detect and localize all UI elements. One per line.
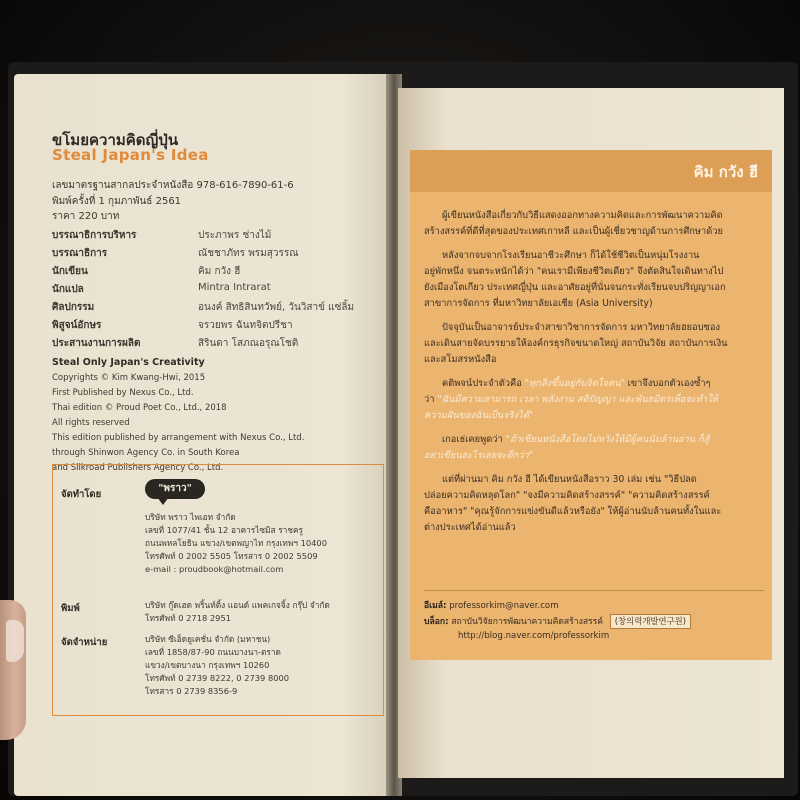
rights-block xyxy=(52,354,357,476)
publisher-line: ถนนพหลโยธิน แขวง/เขตพญาไท กรุงเทพฯ 10400 xyxy=(145,538,327,548)
produced-by-label: จัดทำโดย xyxy=(61,489,102,500)
motto-quote: "ฉันมีความสามารถ เวลา พลังงาน สติปัญญา และพันธมิตรเพื่อจะทำให้ xyxy=(437,394,718,405)
credit-row xyxy=(52,318,382,336)
motto-quote: ความฝันของฉันเป็นจริงได้" xyxy=(424,410,534,421)
thumb-nail xyxy=(6,620,24,662)
printer-label: พิมพ์ xyxy=(61,603,80,614)
praw-logo-tail xyxy=(157,497,169,505)
printer-line: บริษัท กู๊ดเฮด พริ้นท์ติ้ง แอนด์ แพคเกจจิ้ง กรุ๊ป จำกัด xyxy=(145,600,330,610)
credit-role: บรรณาธิการ xyxy=(52,248,108,259)
credit-name: คิม กวัง ฮี xyxy=(198,266,241,277)
distributor-line: โทรสาร 0 2739 8356-9 xyxy=(145,686,238,696)
rights-line: First Published by Nexus Co., Ltd. xyxy=(52,388,194,398)
blog-label: บล็อก: xyxy=(424,617,449,627)
credit-name: ณัชชาภัทร พรมสุวรรณ xyxy=(198,248,299,259)
credit-name: ประภาพร ช่างไม้ xyxy=(198,230,272,241)
rights-line: All rights reserved xyxy=(52,418,130,428)
bio-text: ว่า xyxy=(424,394,435,405)
credits-list xyxy=(52,228,382,354)
distributor-lines xyxy=(145,633,381,698)
author-name: คิม กวัง ฮี xyxy=(693,163,758,181)
book-title-english: Steal Japan's Idea xyxy=(52,146,209,164)
distributor-line: โทรศัพท์ 0 2739 8222, 0 2739 8000 xyxy=(145,673,290,683)
praw-logo: "พราว" xyxy=(145,479,205,499)
contact-email-line xyxy=(424,599,764,614)
credit-row xyxy=(52,336,382,354)
bio-line xyxy=(424,392,764,408)
bio-text: เกอเธ่เคยพูดว่า xyxy=(442,434,503,445)
publisher-line: บริษัท พราว ไพเอท จำกัด xyxy=(145,512,236,522)
publisher-box xyxy=(52,464,384,716)
rights-line: This edition published by arrangement with Nexus Co., Ltd. xyxy=(52,433,305,443)
bio-paragraph xyxy=(424,248,764,312)
credit-name: อนงค์ สิทธิสินทวัพย์, วันวิสาข์ แซ่ลิ้ม xyxy=(198,302,355,313)
edition-line: พิมพ์ครั้งที่ 1 กุมภาพันธ์ 2561 xyxy=(52,196,182,207)
author-header-band xyxy=(410,150,772,192)
bio-line: คืออาหาร" "คุณรู้จักการแข่งขันดีแล้วหรือยัง" ให้ผู้อ่านนับล้านคนทั้งในและ xyxy=(424,506,722,517)
bio-line: หลังจากจบจากโรงเรียนอาชีวะศึกษา ก็ได้ใช้ชีวิตเป็นหนุ่มโรงงาน xyxy=(442,250,700,261)
rights-line: Copyrights © Kim Kwang-Hwi, 2015 xyxy=(52,373,206,383)
bio-line: ต่างประเทศได้อ่านแล้ว xyxy=(424,522,516,533)
bio-line xyxy=(424,376,764,392)
bio-line xyxy=(424,408,764,424)
bio-line: สาขาการจัดการ ที่มหาวิทยาลัยเอเชีย (Asia University) xyxy=(424,298,653,309)
credit-role: นักแปล xyxy=(52,284,84,295)
goethe-quote: อย่าเขียนอะไรเลยจะดีกว่า" xyxy=(424,450,533,461)
produced-by-lines xyxy=(145,511,381,576)
credit-role: บรรณาธิการบริหาร xyxy=(52,230,137,241)
bio-paragraph xyxy=(424,320,764,368)
bio-line: ผู้เขียนหนังสือเกี่ยวกับวิธีแสดงออกทางความคิดและการพัฒนาความคิด xyxy=(442,210,723,221)
bio-line: และเดินสายจัดบรรยายให้องค์กรธุรกิจขนาดใหญ่ สถาบันวิจัย สถาบันการเงิน xyxy=(424,338,728,349)
author-bio xyxy=(424,208,764,544)
printer-lines xyxy=(145,599,381,625)
bio-line: แต่ที่ผ่านมา คิม กวัง ฮี ได้เขียนหนังสือราว 30 เล่ม เช่น "วิธีปลด xyxy=(442,474,697,485)
book-title-thai: ขโมยความคิดญี่ปุ่น xyxy=(52,131,179,149)
bio-paragraph xyxy=(424,376,764,424)
credit-row xyxy=(52,264,382,282)
blog-org: สถาบันวิจัยการพัฒนาความคิดสร้างสรรค์ xyxy=(451,617,604,627)
publisher-line: โทรศัพท์ 0 2002 5505 โทรสาร 0 2002 5509 xyxy=(145,551,318,561)
price-line: ราคา 220 บาท xyxy=(52,211,120,222)
credit-name: Mintra Intrarat xyxy=(198,282,271,293)
rights-line: through Shinwon Agency Co. in South Korea xyxy=(52,448,240,458)
motto-quote: "ทุกสิ่งขึ้นอยู่กับจิตใจคน" xyxy=(524,378,625,389)
bio-text: เขาจึงบอกตัวเองซ้ำๆ xyxy=(627,378,711,389)
bio-paragraph xyxy=(424,432,764,464)
rights-line: and Silkroad Publishers Agency Co., Ltd. xyxy=(52,463,224,473)
publisher-line: เลขที่ 1077/41 ชั้น 12 อาคารไซมิส ราชครู xyxy=(145,525,303,535)
rights-line: Thai edition © Proud Poet Co., Ltd., 2018 xyxy=(52,403,227,413)
credit-name: สิรินดา โสภณอรุณโชติ xyxy=(198,338,299,349)
credit-role: ศิลปกรรม xyxy=(52,302,95,313)
distributor-line: บริษัท ซีเอ็ดยูเคชั่น จำกัด (มหาชน) xyxy=(145,634,271,644)
credit-role: นักเขียน xyxy=(52,266,88,277)
bio-paragraph xyxy=(424,208,764,240)
distributor-line: เลขที่ 1858/87-90 ถนนบางนา-ตราด xyxy=(145,647,281,657)
publisher-email: e-mail : proudbook@hotmail.com xyxy=(145,564,284,574)
credit-row xyxy=(52,228,382,246)
credit-row xyxy=(52,246,382,264)
isbn-line: เลขมาตรฐานสากลประจำหนังสือ 978-616-7890-61-6 xyxy=(52,180,294,191)
distributor-label: จัดจำหน่าย xyxy=(61,637,108,648)
bio-paragraph xyxy=(424,472,764,536)
bio-line xyxy=(424,448,764,464)
bio-line: ปล่อยความคิดหลุดโลก" "จงมีความคิดสร้างสรรค์" "ความคิดสร้างสรรค์ xyxy=(424,490,710,501)
credit-row xyxy=(52,282,382,300)
korean-institute-name: (창의력개발연구원) xyxy=(610,614,691,629)
contact-url-line xyxy=(424,629,764,644)
rights-heading: Steal Only Japan's Creativity xyxy=(52,357,205,368)
author-contact xyxy=(424,590,764,644)
bio-line: อยู่พักหนึ่ง จนตระหนักได้ว่า "คนเรามีเพียงชีวิตเดียว" จึงตัดสินใจเดินทางไป xyxy=(424,266,724,277)
bio-line: สร้างสรรค์ที่ดีที่สุดของประเทศเกาหลี และเป็นผู้เชี่ยวชาญด้านการศึกษาด้วย xyxy=(424,226,723,237)
credit-row xyxy=(52,300,382,318)
credit-role: พิสูจน์อักษร xyxy=(52,320,102,331)
bio-line: และสโมสรหนังสือ xyxy=(424,354,497,365)
author-email: professorkim@naver.com xyxy=(449,601,559,611)
credit-role: ประสานงานการผลิต xyxy=(52,338,141,349)
goethe-quote: "ถ้าเขียนหนังสือโดยไม่หวังให้มีผู้คนนับล้านอ่าน ก็สู้ xyxy=(505,434,710,445)
credit-name: จรวยพร ฉันทจิตปรีชา xyxy=(198,320,293,331)
contact-blog-line xyxy=(424,614,764,629)
bio-line: ยังเมืองโตเกียว ประเทศญี่ปุ่น และอาศัยอยู่ที่นั่นจนกระทั่งเรียนจบปริญญาเอก xyxy=(424,282,726,293)
blog-url: http://blog.naver.com/professorkim xyxy=(458,631,610,641)
author-profile-panel xyxy=(410,150,772,660)
email-label: อีเมล์: xyxy=(424,601,447,611)
bio-line xyxy=(424,432,764,448)
distributor-line: แขวง/เขตบางนา กรุงเทพฯ 10260 xyxy=(145,660,270,670)
bio-line: ปัจจุบันเป็นอาจารย์ประจำสาขาวิชาการจัดการ มหาวิทยาลัยฮยอบซอง xyxy=(442,322,720,333)
bio-text: คติพจน์ประจำตัวคือ xyxy=(442,378,522,389)
printer-line: โทรศัพท์ 0 2718 2951 xyxy=(145,613,232,623)
